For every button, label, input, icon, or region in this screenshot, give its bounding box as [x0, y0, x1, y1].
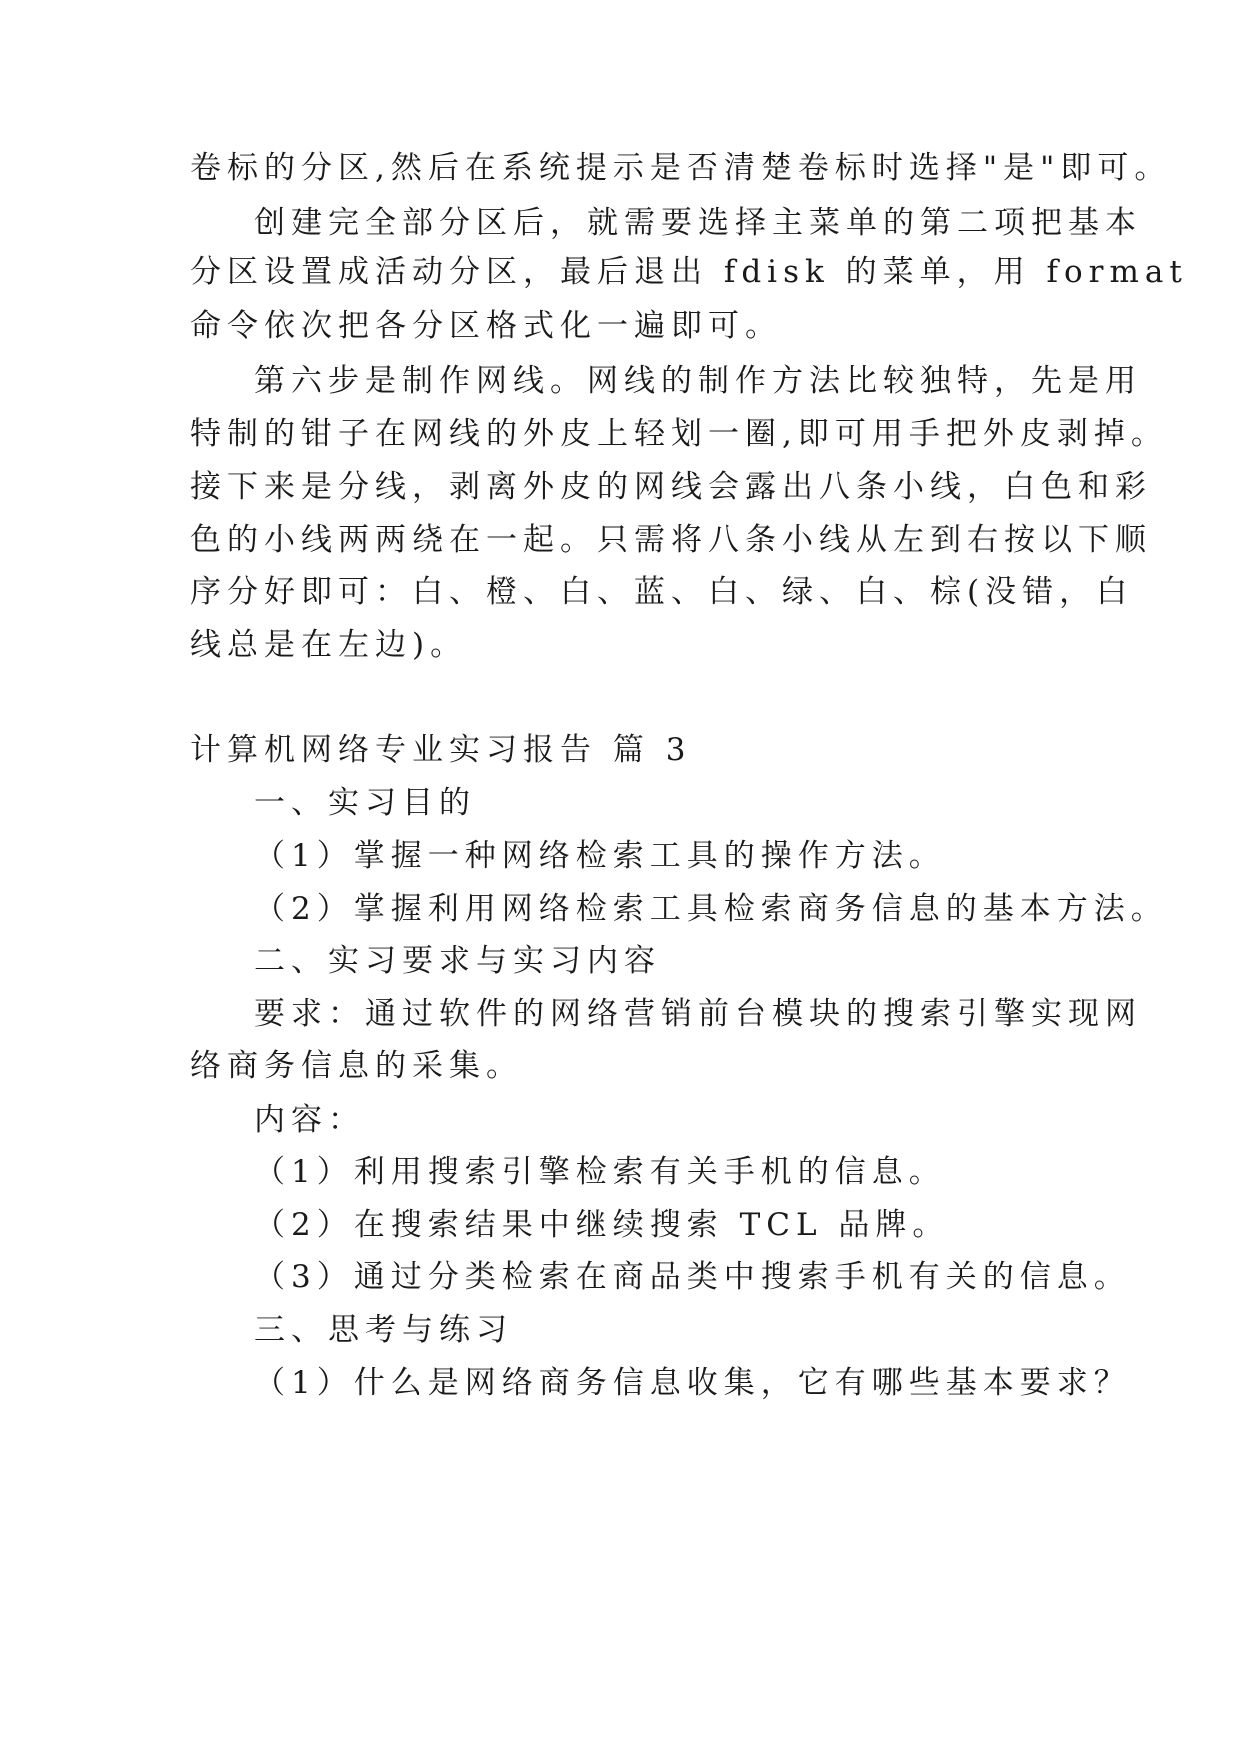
paragraph-line: 络商务信息的采集。	[190, 1048, 523, 1084]
paragraph-line: 接下来是分线，剥离外皮的网线会露出八条小线，白色和彩	[190, 469, 1152, 505]
paragraph-line: 创建完全部分区后，就需要选择主菜单的第二项把基本	[254, 205, 1142, 241]
section-title: 计算机网络专业实习报告 篇 3	[190, 732, 692, 768]
list-item: （2）在搜索结果中继续搜索 TCL 品牌。	[254, 1207, 950, 1243]
paragraph-line: 命令依次把各分区格式化一遍即可。	[190, 308, 782, 344]
list-item: （2）掌握利用网络检索工具检索商务信息的基本方法。	[254, 891, 1168, 927]
paragraph-line: 分区设置成活动分区，最后退出 fdisk 的菜单，用 format	[190, 254, 1188, 290]
section-heading: 三、思考与练习	[254, 1312, 513, 1348]
content-label: 内容：	[254, 1102, 365, 1138]
paragraph-line: 色的小线两两绕在一起。只需将八条小线从左到右按以下顺	[190, 522, 1152, 558]
paragraph-line: 特制的钳子在网线的外皮上轻划一圈,即可用手把外皮剥掉。	[190, 416, 1168, 452]
list-item: （3）通过分类检索在商品类中搜索手机有关的信息。	[254, 1259, 1131, 1295]
paragraph-line: 卷标的分区,然后在系统提示是否清楚卷标时选择"是"即可。	[190, 150, 1172, 186]
list-item: （1）什么是网络商务信息收集，它有哪些基本要求？	[254, 1365, 1131, 1401]
section-heading: 一、实习目的	[254, 785, 476, 821]
section-heading: 二、实习要求与实习内容	[254, 943, 661, 979]
paragraph-line: 线总是在左边)。	[190, 627, 468, 663]
paragraph-line: 要求：通过软件的网络营销前台模块的搜索引擎实现网	[254, 996, 1142, 1032]
paragraph-line: 序分好即可：白、橙、白、蓝、白、绿、白、棕(没错，白	[190, 574, 1134, 610]
paragraph-line: 第六步是制作网线。网线的制作方法比较独特，先是用	[254, 363, 1142, 399]
list-item: （1）掌握一种网络检索工具的操作方法。	[254, 838, 946, 874]
list-item: （1）利用搜索引擎检索有关手机的信息。	[254, 1154, 946, 1190]
